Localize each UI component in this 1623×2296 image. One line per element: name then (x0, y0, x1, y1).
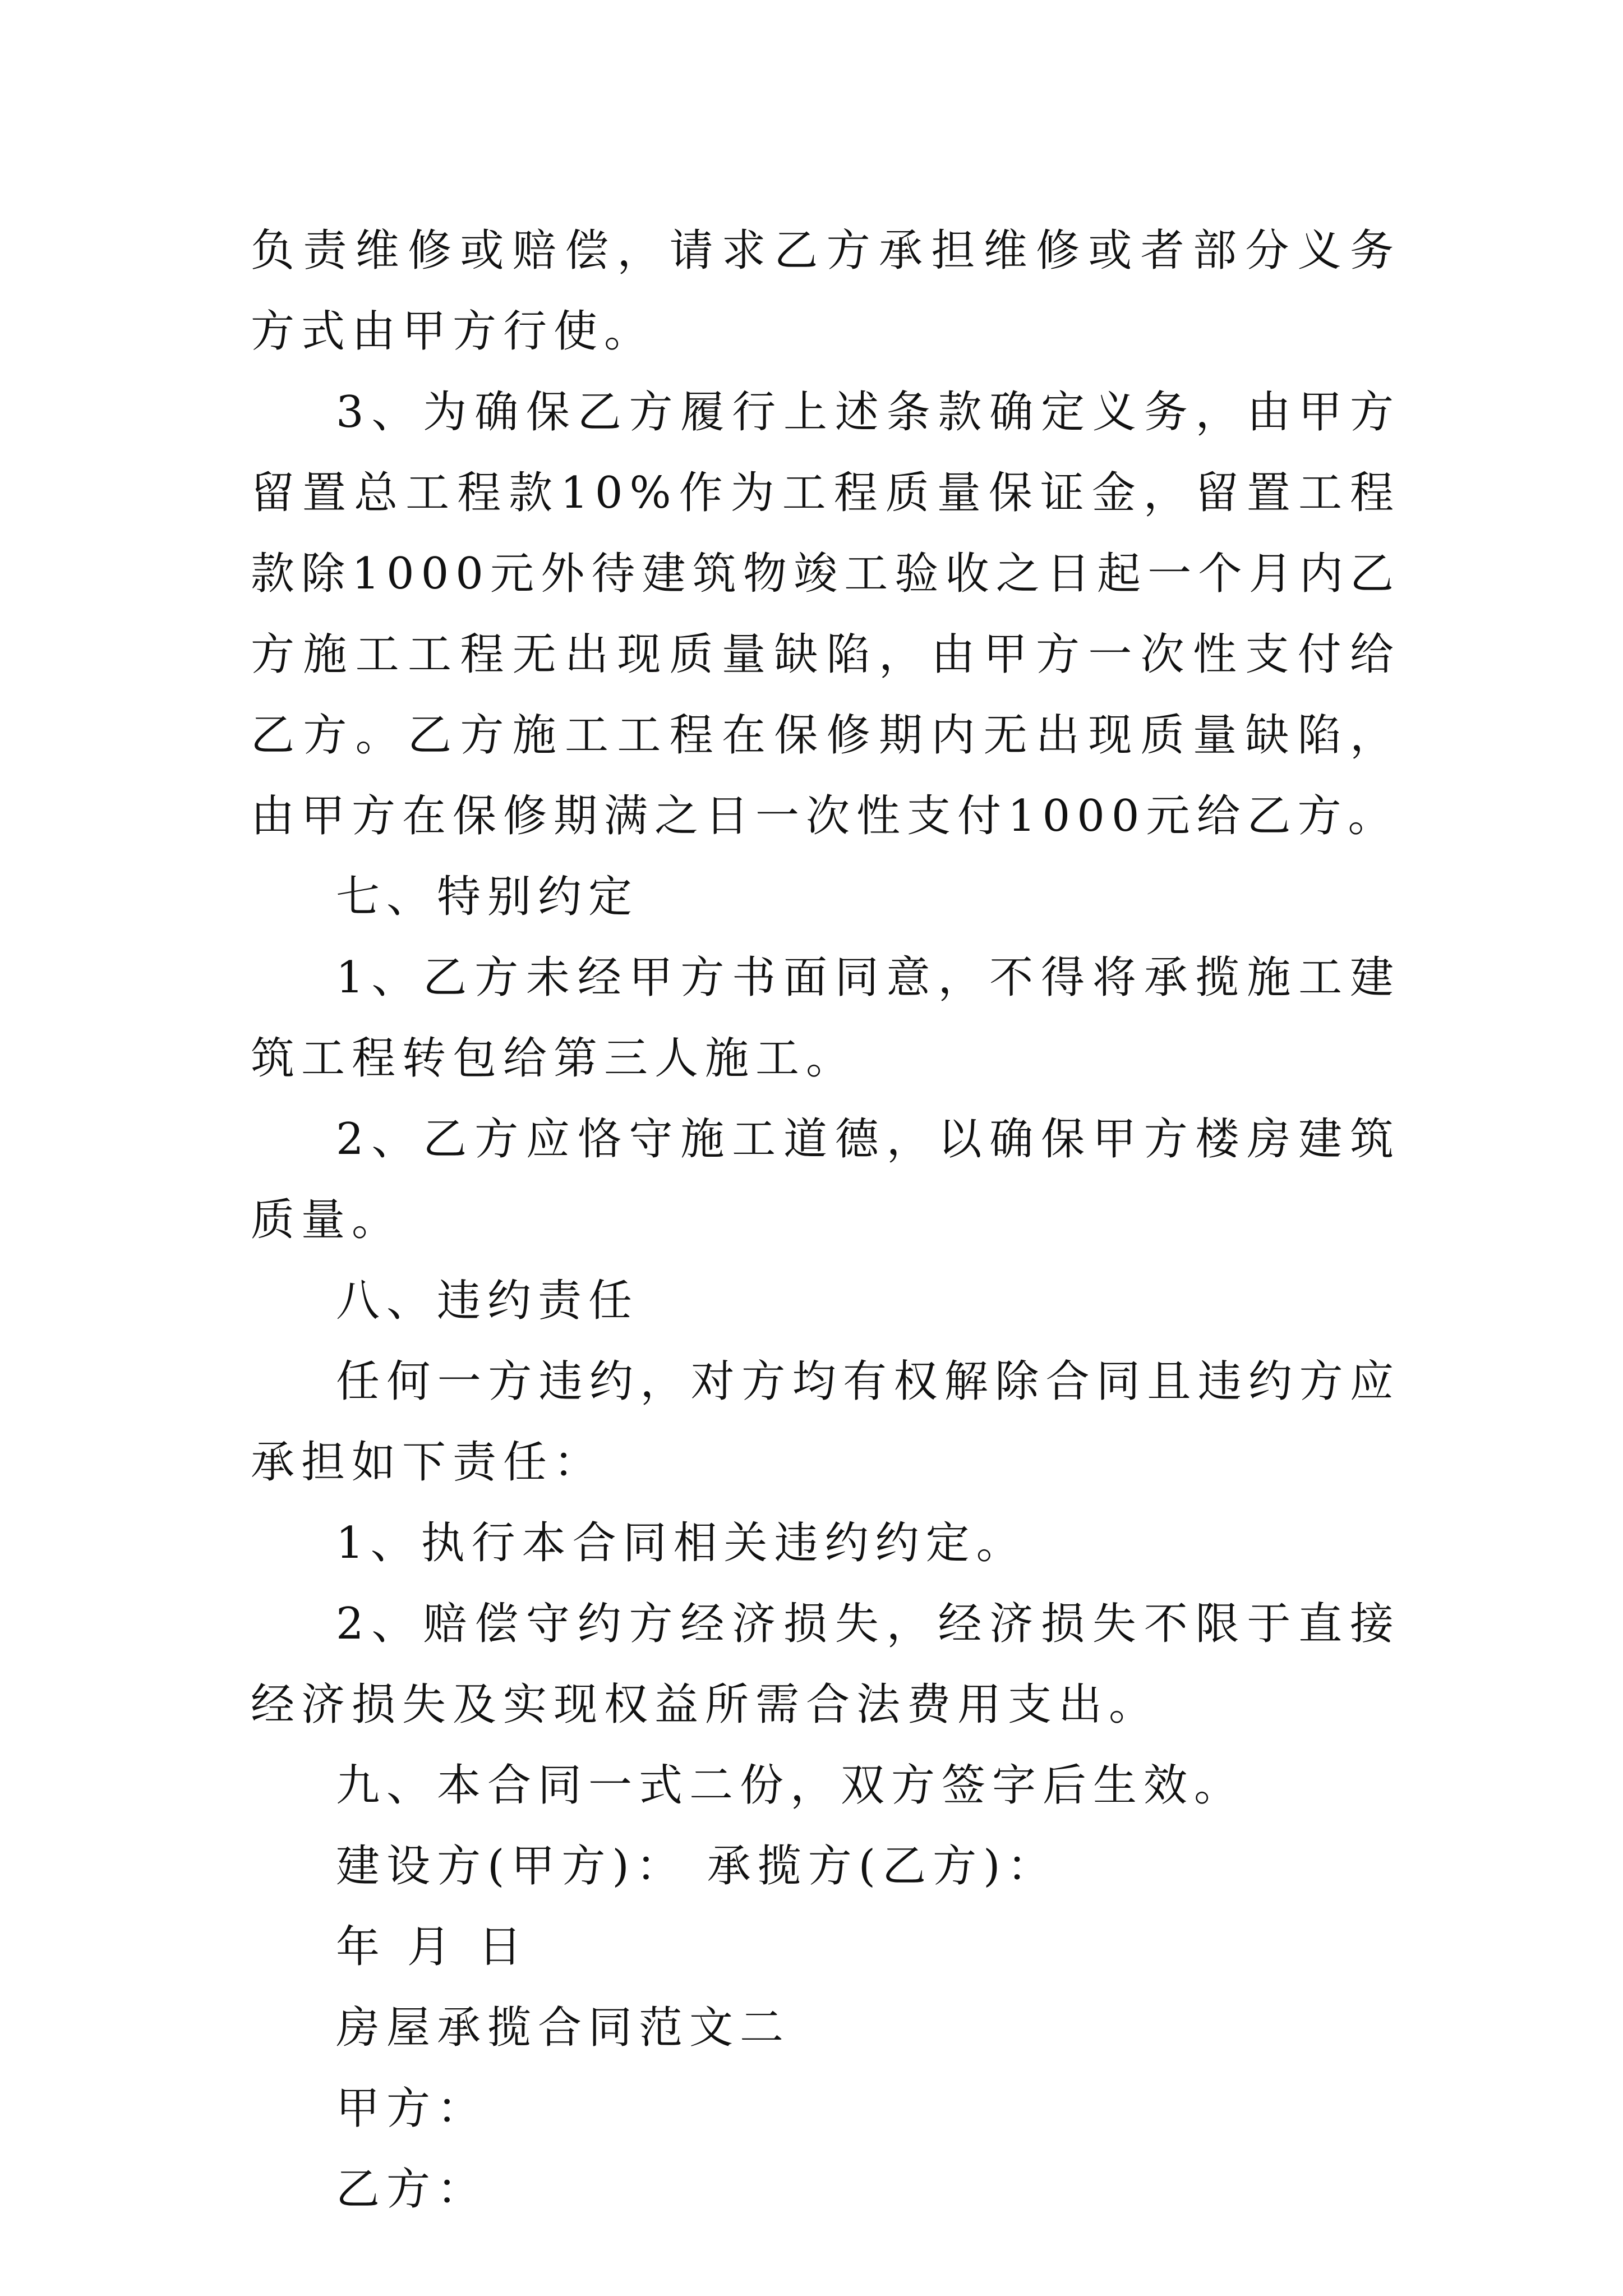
paragraph-copies: 九、本合同一式二份，双方签字后生效。 (336, 1760, 1245, 1811)
section-heading-special-terms: 七、特别约定 (336, 872, 639, 922)
paragraph-continuation: 负责维修或赔偿，请求乙方承担维修或者部分义务方式由甲方行使。 (251, 226, 1400, 357)
paragraph-liability-2: 2、赔偿守约方经济损失，经济损失不限于直接经济损失及实现权益所需合法费用支出。 (251, 1599, 1400, 1730)
signature-parties-line: 建设方(甲方)： 承揽方(乙方)： (336, 1841, 1058, 1892)
second-contract-title: 房屋承揽合同范文二 (336, 2003, 791, 2053)
party-a-label: 甲方： (336, 2083, 488, 2134)
date-line: 年 月 日 (336, 1922, 529, 1972)
document-body (251, 210, 1400, 2230)
paragraph-liability-intro: 任何一方违约，对方均有权解除合同且违约方应承担如下责任： (251, 1356, 1400, 1488)
section-heading-liability: 八、违约责任 (336, 1276, 639, 1326)
paragraph-special-term-2: 2、乙方应恪守施工道德，以确保甲方楼房建筑质量。 (251, 1114, 1400, 1245)
party-b-label: 乙方： (336, 2164, 488, 2215)
paragraph-liability-1: 1、执行本合同相关违约约定。 (336, 1518, 1027, 1568)
paragraph-special-term-1: 1、乙方未经甲方书面同意，不得将承揽施工建筑工程转包给第三人施工。 (251, 953, 1400, 1084)
paragraph-clause-3: 3、为确保乙方履行上述条款确定义务，由甲方留置总工程款10%作为工程质量保证金，留置工程款除1000元外待建筑物竣工验收之日起一个月内乙方施工工程无出现质量缺陷，由甲方一次性支付给乙方。乙方施工工程在保修期内无出现质量缺陷，由甲方在保修期满之日一次性支付1000元给乙方。 (251, 387, 1400, 841)
